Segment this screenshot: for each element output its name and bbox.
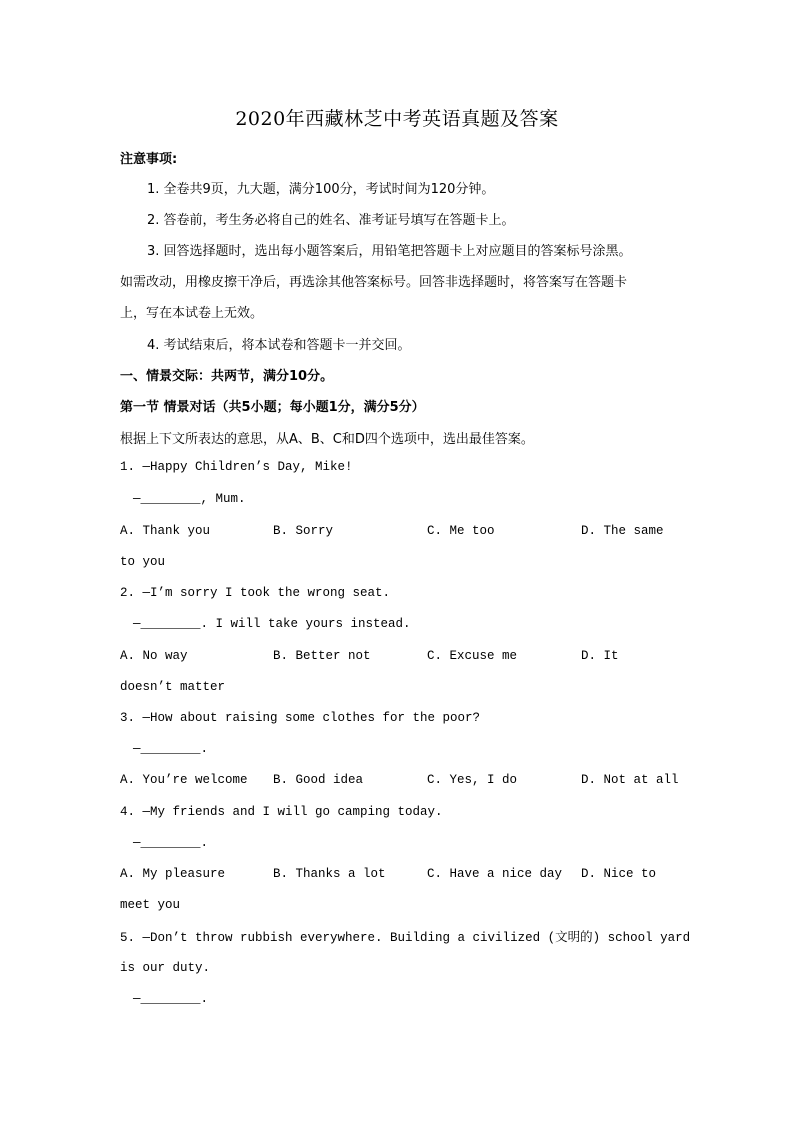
answer-line: —________. I will take yours instead. bbox=[133, 617, 411, 631]
option-d: D. The same bbox=[581, 524, 664, 538]
option-a: A. My pleasure bbox=[120, 867, 226, 881]
question-stem: 3. —How about raising some clothes for the poor? bbox=[120, 711, 481, 725]
question-stem: 2. —I’m sorry I took the wrong seat. bbox=[120, 586, 391, 600]
option-c: C. Yes, I do bbox=[427, 773, 518, 787]
option-d-continued: to you bbox=[120, 555, 166, 569]
section-heading: 一、情景交际：共两节，满分10分。 bbox=[120, 369, 334, 384]
part-heading: 第一节 情景对话（共5小题；每小题1分，满分5分） bbox=[120, 400, 425, 415]
page-title: 2020年西藏林芝中考英语真题及答案 bbox=[235, 108, 559, 130]
option-d-continued: meet you bbox=[120, 898, 181, 912]
question-stem: 1. —Happy Children’s Day, Mike! bbox=[120, 460, 353, 474]
option-d: D. It bbox=[581, 649, 619, 663]
option-d: D. Nice to bbox=[581, 867, 657, 881]
notice-item: 4. 考试结束后，将本试卷和答题卡一并交回。 bbox=[147, 338, 411, 353]
option-b: B. Thanks a lot bbox=[273, 867, 386, 881]
notice-item: 1. 全卷共9页，九大题，满分100分，考试时间为120分钟。 bbox=[147, 182, 495, 197]
notice-item: 2. 答卷前，考生务必将自己的姓名、准考证号填写在答题卡上。 bbox=[147, 213, 515, 228]
option-b: B. Sorry bbox=[273, 524, 334, 538]
notice-item: 上，写在本试卷上无效。 bbox=[120, 306, 264, 321]
option-a: A. No way bbox=[120, 649, 188, 663]
notice-item: 3. 回答选择题时，选出每小题答案后，用铅笔把答题卡上对应题目的答案标号涂黑。 bbox=[147, 244, 632, 259]
answer-line: —________. bbox=[133, 836, 209, 850]
question-stem: 4. —My friends and I will go camping today. bbox=[120, 805, 443, 819]
option-d: D. Not at all bbox=[581, 773, 679, 787]
option-a: A. You’re welcome bbox=[120, 773, 248, 787]
option-c: C. Me too bbox=[427, 524, 495, 538]
answer-line: —________. bbox=[133, 742, 209, 756]
question-stem-continued: is our duty. bbox=[120, 961, 211, 975]
answer-line: —________, Mum. bbox=[133, 492, 246, 506]
notice-item: 如需改动，用橡皮擦干净后，再选涂其他答案标号。回答非选择题时，将答案写在答题卡 bbox=[120, 275, 628, 290]
question-stem: 5. —Don’t throw rubbish everywhere. Building a civilized (文明的) school yard bbox=[120, 931, 691, 945]
answer-line: —________. bbox=[133, 992, 209, 1006]
option-a: A. Thank you bbox=[120, 524, 211, 538]
option-b: B. Good idea bbox=[273, 773, 364, 787]
option-c: C. Excuse me bbox=[427, 649, 518, 663]
option-b: B. Better not bbox=[273, 649, 371, 663]
option-d-continued: doesn’t matter bbox=[120, 680, 226, 694]
option-c: C. Have a nice day bbox=[427, 867, 563, 881]
instruction-text: 根据上下文所表达的意思，从A、B、C和D四个选项中，选出最佳答案。 bbox=[120, 432, 534, 447]
notice-heading: 注意事项: bbox=[120, 152, 178, 167]
